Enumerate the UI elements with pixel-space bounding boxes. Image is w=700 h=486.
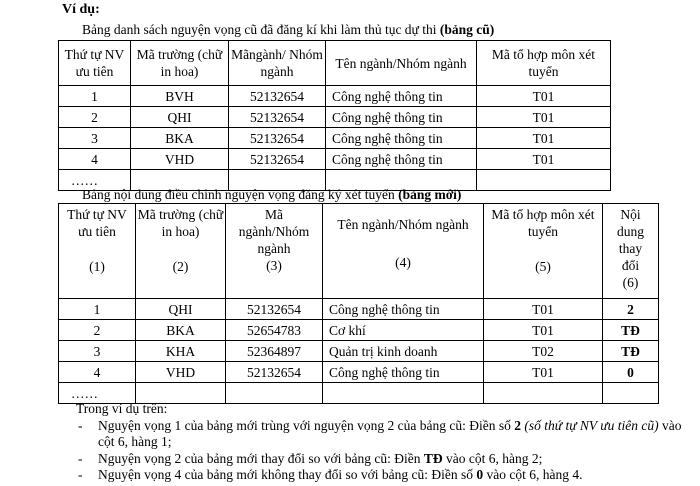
example-notes: [76, 401, 696, 484]
old-caption-text: Bảng danh sách nguyện vọng cũ đã đăng kí khi làm thủ tục dự thi: [82, 22, 440, 37]
note-text: Nguyện vọng 1 của bảng mới trùng với nguyện vọng 2 của bảng cũ: Điền số: [98, 417, 515, 433]
table-row: [59, 149, 611, 170]
note-italic: (số thứ tự NV ưu tiên cũ): [520, 417, 659, 433]
notes-intro: Trong ví dụ trên:: [76, 401, 168, 416]
note-item: [98, 467, 696, 484]
header-cell: Thứ tự NV ưu tiên: [59, 41, 131, 86]
header-label: Mã ngành/Nhóm ngành: [238, 207, 310, 256]
table-row: [59, 128, 611, 149]
table-row: [59, 299, 659, 320]
table-cell: VHD: [131, 149, 229, 170]
header-cell: [323, 204, 484, 299]
table-cell: 4: [59, 149, 131, 170]
table-cell: T01: [477, 149, 611, 170]
header-cell: Mã tổ hợp môn xét tuyển: [477, 41, 611, 86]
table-cell: QHI: [131, 107, 229, 128]
table-row: [59, 362, 659, 383]
header-label: Thứ tự NV ưu tiên: [67, 207, 127, 239]
table-cell: 52654783: [226, 320, 323, 341]
table-cell: T01: [477, 107, 611, 128]
column-number: (3): [266, 258, 282, 273]
example-heading: Ví dụ:: [62, 2, 100, 17]
old-caption-bold: (bảng cũ): [439, 22, 495, 37]
new-caption-text: Bảng nội dung điều chỉnh nguyện vọng đăng ký xét tuyển: [82, 187, 399, 202]
header-cell: [603, 204, 659, 299]
new-adjustment-table: [58, 203, 659, 404]
ellipsis-cell: ……: [59, 170, 131, 191]
table-cell: BVH: [131, 86, 229, 107]
table-cell: VHD: [136, 362, 226, 383]
old-registration-table: [58, 40, 611, 191]
table-cell: 52132654: [229, 149, 326, 170]
change-cell: TĐ: [603, 341, 659, 362]
column-number: (5): [535, 259, 551, 274]
table-cell: T01: [484, 299, 603, 320]
note-text: Nguyện vọng 4 của bảng mới không thay đổi so với bảng cũ: Điền số: [98, 467, 477, 482]
table-cell: 3: [59, 341, 136, 362]
table-cell: Công nghệ thông tin: [326, 128, 477, 149]
table-cell: 1: [59, 299, 136, 320]
note-item: [98, 451, 696, 468]
header-cell: [484, 204, 603, 299]
table-cell: Công nghệ thông tin: [323, 299, 484, 320]
old-table-header-row: [59, 41, 611, 86]
note-text: vào cột 6, hàng 1;: [98, 417, 682, 449]
table-cell: T02: [484, 341, 603, 362]
table-cell: 52364897: [226, 341, 323, 362]
header-label: Mã tổ hợp môn xét tuyển: [491, 207, 595, 239]
table-cell: 1: [59, 86, 131, 107]
note-bold: 2: [514, 417, 521, 433]
table-row: [59, 86, 611, 107]
column-number: (2): [172, 259, 189, 274]
ellipsis-cell: ……: [59, 383, 136, 404]
note-text: Nguyện vọng 2 của bảng mới thay đổi so với bảng cũ: Điền: [98, 450, 424, 466]
table-cell: 52132654: [229, 128, 326, 149]
note-item: [98, 418, 696, 451]
table-cell: Công nghệ thông tin: [326, 86, 477, 107]
column-number: (4): [395, 255, 411, 270]
note-bold: 0: [476, 467, 484, 482]
header-cell: [136, 204, 226, 299]
new-caption-bold: (bảng mới): [398, 187, 462, 202]
table-cell: [477, 170, 611, 191]
column-number: (6): [622, 275, 639, 290]
table-cell: Công nghệ thông tin: [326, 107, 477, 128]
header-cell: [59, 204, 136, 299]
table-cell: 4: [59, 362, 136, 383]
table-cell: Quản trị kinh doanh: [323, 341, 484, 362]
table-cell: 52132654: [229, 107, 326, 128]
table-row: [59, 107, 611, 128]
table-row: [59, 320, 659, 341]
header-cell: [226, 204, 323, 299]
table-cell: T01: [484, 320, 603, 341]
change-cell: TĐ: [603, 320, 659, 341]
new-table-caption: [82, 187, 461, 203]
table-cell: 2: [59, 107, 131, 128]
table-cell: T01: [484, 362, 603, 383]
header-label: Tên ngành/Nhóm ngành: [337, 217, 469, 232]
header-label: Mã trường (chữ in hoa): [137, 207, 224, 239]
old-table-caption: [82, 22, 494, 38]
note-text: vào cột 6, hàng 4.: [483, 467, 583, 482]
table-cell: KHA: [136, 341, 226, 362]
table-cell: 52132654: [226, 299, 323, 320]
table-cell: Công nghệ thông tin: [326, 149, 477, 170]
table-cell: 2: [59, 320, 136, 341]
table-cell: 52132654: [226, 362, 323, 383]
table-cell: 52132654: [229, 86, 326, 107]
header-label: Nội dung thay đổi: [617, 207, 644, 273]
header-cell: Mã trường (chữ in hoa): [131, 41, 229, 86]
new-table-header-row: [59, 204, 659, 299]
table-cell: 3: [59, 128, 131, 149]
note-bold: TĐ: [423, 450, 443, 466]
header-cell: Mãngành/ Nhóm ngành: [229, 41, 326, 86]
table-cell: T01: [477, 86, 611, 107]
table-cell: QHI: [136, 299, 226, 320]
table-cell: Công nghệ thông tin: [323, 362, 484, 383]
table-cell: T01: [477, 128, 611, 149]
change-cell: 0: [603, 362, 659, 383]
table-cell: Cơ khí: [323, 320, 484, 341]
notes-list: [76, 418, 696, 484]
note-text: vào cột 6, hàng 2;: [442, 450, 543, 466]
table-cell: BKA: [136, 320, 226, 341]
column-number: (1): [89, 259, 105, 274]
header-cell: Tên ngành/Nhóm ngành: [326, 41, 477, 86]
table-row: [59, 341, 659, 362]
change-cell: 2: [603, 299, 659, 320]
table-cell: BKA: [131, 128, 229, 149]
